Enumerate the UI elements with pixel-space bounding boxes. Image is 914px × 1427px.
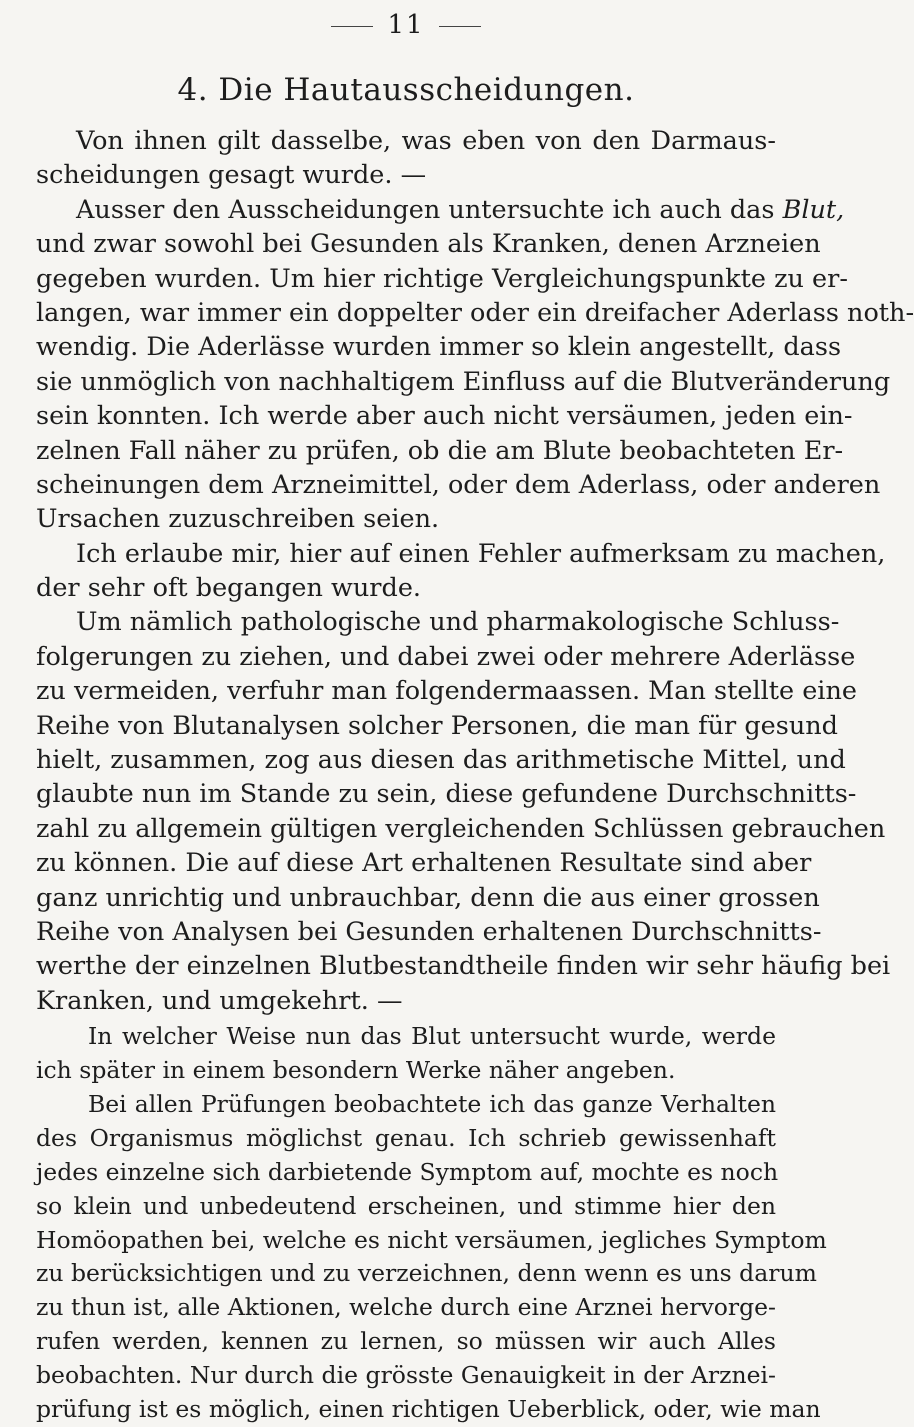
paragraph-6 — [36, 1088, 827, 1427]
text-line-segment: Ausser den Ausscheidungen untersuchte ich auch das — [76, 194, 783, 225]
text-line: und zwar sowohl bei Gesunden als Kranken, denen Arzneien — [36, 229, 821, 260]
text-line: glaubte nun im Stande zu sein, diese gefundene Durchschnitts- — [36, 779, 857, 810]
text-line: Reihe von Blutanalysen solcher Personen, die man für gesund — [36, 710, 838, 741]
text-line: scheinungen dem Arzneimittel, oder dem Aderlass, oder anderen — [36, 469, 881, 500]
text-line: Reihe von Analysen bei Gesunden erhaltenen Durchschnitts- — [36, 916, 822, 947]
book-page — [36, 0, 914, 1423]
paragraph-4 — [36, 605, 891, 1018]
text-line: werthe der einzelnen Blutbestandtheile finden wir sehr häufig bei — [36, 951, 891, 982]
text-line: so klein und unbedeutend erscheinen, und stimme hier den — [36, 1191, 776, 1220]
text-line: Um nämlich pathologische und pharmakologische Schluss- — [76, 607, 840, 638]
text-line: Bei allen Prüfungen beobachtete ich das ganze Verhalten — [88, 1089, 776, 1118]
running-head — [36, 10, 776, 40]
text-line: zelnen Fall näher zu prüfen, ob die am Blute beobachteten Er- — [36, 435, 844, 466]
text-line: der sehr oft begangen wurde. — [36, 573, 422, 604]
paragraph-2 — [36, 193, 914, 537]
text-line: langen, war immer ein doppelter oder ein dreifacher Aderlass noth- — [36, 297, 914, 328]
text-line: In welcher Weise nun das Blut untersucht wurde, werde — [88, 1022, 776, 1051]
text-line: Homöopathen bei, welche es nicht versäumen, jegliches Symptom — [36, 1225, 827, 1254]
text-line: ganz unrichtig und unbrauchbar, denn die aus einer grossen — [36, 882, 820, 913]
text-line: sie unmöglich von nachhaltigem Einfluss auf die Blutveränderung — [36, 366, 891, 397]
text-line: hielt, zusammen, zog aus diesen das arithmetische Mittel, und — [36, 745, 846, 776]
paragraph-1 — [36, 124, 776, 193]
text-line: Von ihnen gilt dasselbe, was eben von den Darmaus- — [76, 126, 776, 156]
paragraph-5 — [36, 1020, 776, 1088]
page-number: 11 — [387, 10, 425, 40]
body-text — [36, 124, 914, 1427]
text-line: Ich erlaube mir, hier auf einen Fehler aufmerksam zu machen, — [76, 538, 886, 569]
text-line: zu können. Die auf diese Art erhaltenen Resultate sind aber — [36, 848, 812, 879]
text-line: Ursachen zuzuschreiben seien. — [36, 504, 440, 535]
text-line: zu vermeiden, verfuhr man folgendermaassen. Man stellte eine — [36, 676, 857, 707]
text-line: folgerungen zu ziehen, und dabei zwei oder mehrere Aderlässe — [36, 641, 856, 672]
text-line: zu berücksichtigen und zu verzeichnen, denn wenn es uns darum — [36, 1259, 817, 1288]
text-line: beobachten. Nur durch die grösste Genauigkeit in der Arznei- — [36, 1361, 776, 1390]
text-line: jedes einzelne sich darbietende Symptom auf, mochte es noch — [36, 1157, 779, 1186]
emphasis-word: Blut, — [782, 194, 845, 225]
text-line: ich später in einem besondern Werke näher angeben. — [36, 1056, 676, 1085]
text-line: sein konnten. Ich werde aber auch nicht versäumen, jeden ein- — [36, 401, 853, 432]
text-line: gegeben wurden. Um hier richtige Vergleichungspunkte zu er- — [36, 263, 848, 294]
paragraph-3 — [36, 537, 886, 606]
text-line — [36, 193, 845, 227]
text-line: Kranken, und umgekehrt. — — [36, 985, 403, 1016]
section-title: 4. Die Hautausscheidungen. — [177, 72, 635, 108]
text-line: rufen werden, kennen zu lernen, so müssen wir auch Alles — [36, 1327, 776, 1356]
text-line: scheidungen gesagt wurde. — — [36, 160, 427, 191]
text-line: prüfung ist es möglich, einen richtigen Ueberblick, oder, wie man — [36, 1394, 821, 1423]
text-line: des Organismus möglichst genau. Ich schrieb gewissenhaft — [36, 1123, 776, 1152]
text-line: zahl zu allgemein gültigen vergleichenden Schlüssen gebrauchen — [36, 813, 886, 844]
text-line: zu thun ist, alle Aktionen, welche durch eine Arznei hervorge- — [36, 1293, 776, 1322]
header-rule-left — [331, 26, 373, 27]
text-line: wendig. Die Aderlässe wurden immer so klein angestellt, dass — [36, 332, 842, 363]
header-rule-right — [439, 26, 481, 27]
